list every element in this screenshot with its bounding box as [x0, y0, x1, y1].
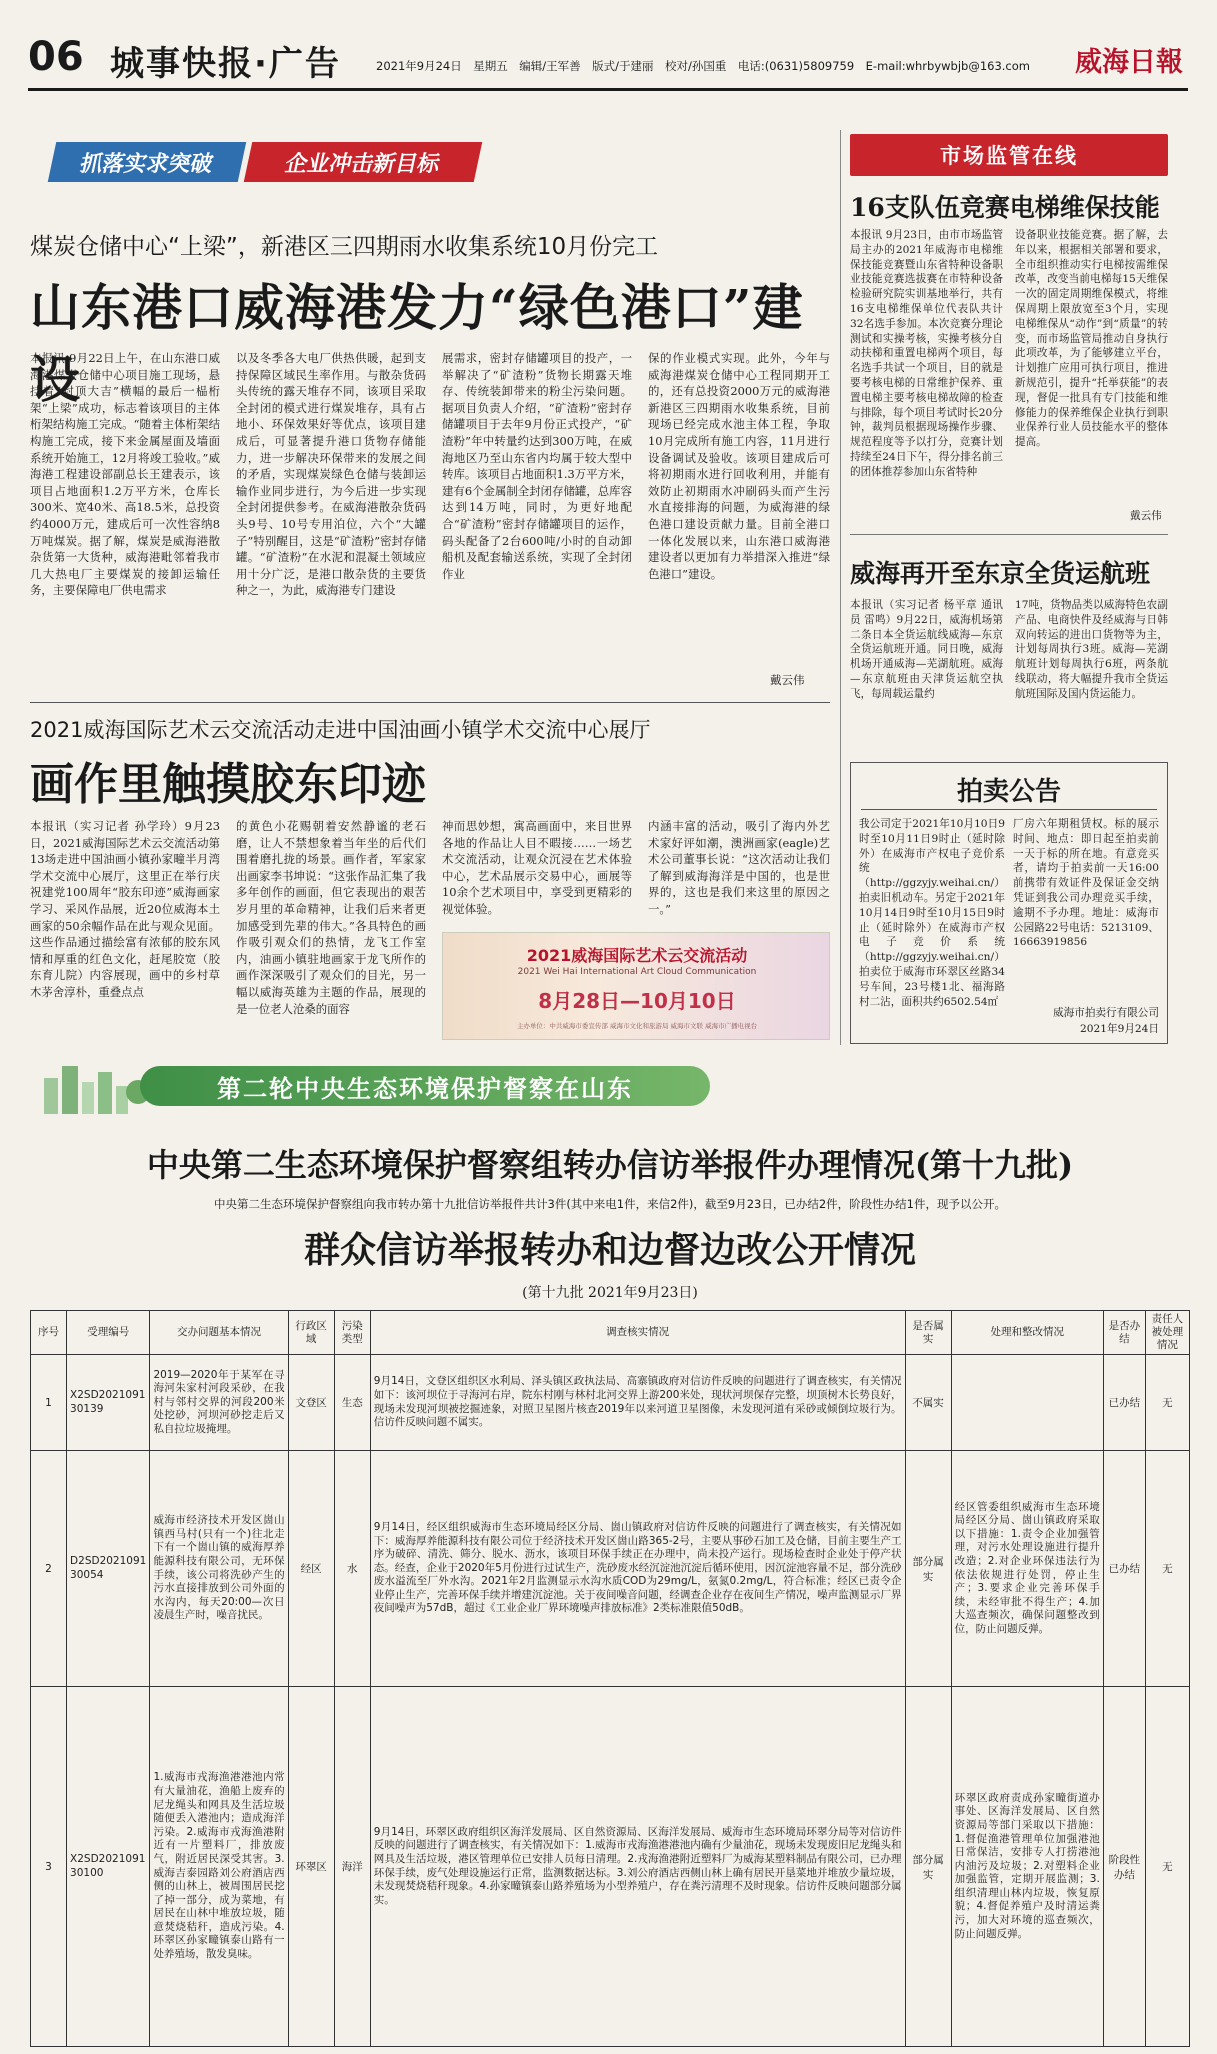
auction-title-rule: [861, 809, 1157, 810]
row-closed: 已办结: [1103, 1451, 1145, 1687]
row-penalty: 无: [1145, 1355, 1189, 1451]
row-investigation: 9月14日，环翠区政府组织区海洋发展局、区自然资源局、区海洋发展局、威海市生态环境局环翠分局等对信访件反映的问题进行了调查核实，有关情况如下：1.威海市戎海渔港港池内确有少量油花，现场未发现废旧尼龙绳头和网具及生活垃圾，港区管理单位已安排人员每日清理。2.戎海渔港附近塑料厂为威海某塑料制品有限公司，已办理环保手续，废气处理设施运行正常，监测数据达标。3.刘公府酒店西侧山林上确有居民开垦菜地并堆放少量垃圾，未发现焚烧秸秆现象。4.孙家疃镇泰山路养殖场为小型养殖户，存在粪污清理不及时现象。信访件反映问题部分属实。: [370, 1687, 905, 2047]
row-handling: [951, 1355, 1103, 1451]
art-headline: 画作里触摸胶东印迹: [30, 759, 426, 810]
row-id: X2SD2021091 30139: [67, 1355, 150, 1451]
art-top-rule: [30, 702, 830, 703]
row-type: 水: [334, 1451, 370, 1687]
row-is-true: 部分属实: [905, 1687, 951, 2047]
col-header-closed: 是否办结: [1103, 1311, 1145, 1355]
poster-subtitle: 2021 Wei Hai International Art Cloud Communication: [517, 967, 757, 977]
complaints-table: [30, 1310, 1190, 2047]
market-story1-headline: 16支队伍竞赛电梯维保技能: [850, 193, 1160, 222]
row-type: 生态: [334, 1355, 370, 1451]
market-story1-col-1: 本报讯 9月23日，由市市场监管局主办的2021年威海市电梯维保技能竞赛暨山东省特种设备职业技能竞赛选拔赛在市特种设备检验研究院实训基地举行，共有16支电梯维保单位代表队共计32名选手参加。本次竞赛分理论测试和实操考核，实操考核分自动扶梯和重置电梯两个项目，每名选手共试一个项目，目的就是要考核电梯的日常维护保养、重置电梯主要考核电梯故障的检查与排除，每个项目考试时长20分钟，裁判员根据现场操作步骤、规范程度等予以打分，竞赛计划持续至24日下午，得分排名前三的团体推荐参加山东省特种: [850, 229, 1003, 478]
row-penalty: 无: [1145, 1451, 1189, 1687]
auction-title: 拍卖公告: [956, 777, 1061, 807]
col-header-investigation: 调查核实情况: [370, 1311, 905, 1355]
complaints-table-wrap: [30, 1310, 1190, 2048]
row-handling: 环翠区政府责成孙家疃街道办事处、区海洋发展局、区自然资源局等部门采取以下措施：1.督促渔港管理单位加强港池日常保洁，安排专人打捞港池内油污及垃圾；2.对塑料企业加强监管，定期开展监测；3.组织清理山林内垃圾，恢复原貌；4.督促养殖户及时清运粪污，加大对环境的巡查频次，防止问题反弹。: [951, 1687, 1103, 2047]
col-header-type: 污染类型: [334, 1311, 370, 1355]
row-area: 文登区: [288, 1355, 334, 1451]
row-closed: 已办结: [1103, 1355, 1145, 1451]
table-header-row: [31, 1311, 1190, 1355]
row-closed: 阶段性办结: [1103, 1687, 1145, 2047]
col-header-is-true: 是否属实: [905, 1311, 951, 1355]
env-banner: 第二轮中央生态环境保护督察在山东: [217, 1074, 633, 1103]
col-header-handling: 处理和整改情况: [951, 1311, 1103, 1355]
col-header-penalty: 责任人被处理情况: [1145, 1311, 1189, 1355]
feature-banner: [52, 142, 492, 182]
table-row: [31, 1355, 1190, 1451]
section-title: 城事快报·广告: [110, 44, 341, 84]
row-type: 海洋: [334, 1687, 370, 2047]
env-note: 中央第二生态环境保护督察组向我市转办第十九批信访举报件共计3件(其中来电1件，来信2件)，截至9月23日，已办结2件，阶段性办结1件，现予以公开。: [214, 1197, 1006, 1211]
col-header-area: 行政区域: [288, 1311, 334, 1355]
env-banner-pill: [140, 1066, 710, 1106]
poster-title: 2021威海国际艺术云交流活动: [526, 946, 748, 965]
row-no: 1: [31, 1355, 67, 1451]
market-story2-col-2: 17吨，货物品类以威海特色农副产品、电商快件及经威海与日韩双向转运的进出口货物等为主，计划每周执行3班。威海—芜湖航班计划每周执行6班，两条航线联动，将大幅提升我市全货运航班国际及国内货运能力。: [1015, 599, 1168, 700]
header-meta: 2021年9月24日 星期五 编辑/王军善 版式/于建丽 校对/孙国重 电话:(0631)5809759 E-mail:whrbywbjb@163.com: [376, 59, 1030, 73]
row-problem: 威海市经济技术开发区崮山镇西马村(只有一个)往北走下有一个崮山镇的威海厚养能源科技有限公司，无环保手续，该公司将洗砂产生的污水直接排放到公司外面的水沟内，每天20:00—次日凌晨生产时，噪音扰民。: [150, 1451, 288, 1687]
art-col-4: 内涵丰富的活动，吸引了海内外艺术家好评如潮，澳洲画家(eagle)艺术公司董事长说：“这次活动让我们了解到威海海洋是中国的，也是世界的，这也是我们来这里的原因之一。”: [648, 819, 830, 916]
feature-banner-left: 抓落实求突破: [48, 142, 247, 182]
auction-date: 2021年9月24日: [1080, 1023, 1159, 1035]
port-body: [30, 350, 830, 690]
col-header-id: 受理编号: [67, 1311, 150, 1355]
port-col-3: 展需求，密封存储罐项目的投产，一举解决了“矿渣粉”货物长期露天堆存、传统装卸带来的粉尘污染问题。据项目负责人介绍，“矿渣粉”密封存储罐项目于去年9月份正式投产，“矿渣粉”年中转量约达到300万吨，在威海地区乃至山东省内均属于较大型中转库。该项目占地面积1.3万平方米，建有6个金属制全封闭存储罐，总库容达到14万吨，同时，为更好地配合“矿渣粉”密封存储罐项目的运作，码头配备了2台600吨/小时的自动卸船机及配套输送系统，实现了全封闭作业: [442, 351, 632, 581]
row-no: 2: [31, 1451, 67, 1687]
port-col-4: 保的作业模式实现。此外，今年与威海港煤炭仓储中心工程同期开工的，还有总投资2000万元的威海港新港区三四期雨水收集系统，目前现场已经完成水池主体工程，争取10月完成所有施工内容，11月进行设备调试及验收。该项目建成后可将初期雨水进行回收利用，并能有效防止初期雨水冲刷码头而产生污水直接排海的问题，为威海港的绿色港口建设贡献力量。目前全港口一体化发展以来，山东港口威海港建设者以更加有力举措深入推进“绿色港口”建设。: [648, 351, 830, 581]
env-banner-area: [30, 1056, 1190, 1114]
row-problem: 1.威海市戎海渔港港池内常有大量油花，渔船上废弃的尼龙绳头和网具及生活垃圾随便丢入港池内；造成海洋污染。2.威海市戎海渔港附近有一片塑料厂，排放废气，附近居民深受其害。3.威海吉泰园路刘公府酒店西侧的山林上，被周围居民挖了掉一部分，成为菜地，有居民在山林中堆放垃圾，随意焚烧秸秆，造成污染。4.环翠区孙家疃镇泰山路有一处养殖场，散发臭味。: [150, 1687, 288, 2047]
auction-box: [850, 762, 1168, 1044]
auction-left-text: 我公司定于2021年10月10日9时至10月11日9时止（延时除外）在威海市产权电子竞价系统（http://ggzyjy.weihai.cn/）拍卖旧机动车。另定于2021年10月14日9时至10月15日9时止（延时除外）在威海市产权电子竞价系统（http://ggzyjy.weihai.cn/）拍卖位于威海市环翠区丝路34号车间，23号楼1北、福海路村二沾，面积共约6502.54㎡: [859, 818, 1005, 1008]
row-investigation: 9月14日，文登区组织区水利局、泽头镇区政执法局、高寨镇政府对信访件反映的问题进行了调查核实，有关情况如下：该河坝位于寻海河右岸，院东村刚与林村北河交界上游200米处，现状河坝保存完整，坝顶树木长势良好，现场未发现河坝被挖掘迹象，对照卫星图片核查2019年以来河道卫星图像，未发现河道有采砂或倾倒垃圾行为。信访件反映问题不属实。: [370, 1355, 905, 1451]
port-kicker: 煤炭仓储中心“上梁”，新港区三四期雨水收集系统10月份完工: [30, 234, 659, 260]
row-is-true: 不属实: [905, 1355, 951, 1451]
port-headline: 山东港口威海港发力“绿色港口”建设: [30, 278, 804, 409]
art-col-3: 神而思妙想，寓高画面中，来目世界各地的作品让人目不暇接……一场艺术交流活动，让观众沉浸在艺术体验中心，艺术品展示交易中心，画展等10余个艺术项目中，享受到更精彩的视觉体验。: [442, 819, 632, 916]
newspaper-logo: 威海日報: [1075, 47, 1183, 78]
table-row: [31, 1687, 1190, 2047]
header-divider: [28, 88, 1188, 91]
art-poster: [442, 932, 830, 1040]
col-header-no: 序号: [31, 1311, 67, 1355]
env-subhead: 群众信访举报转办和边督边改公开情况: [303, 1229, 916, 1271]
market-banner-box: [850, 134, 1168, 176]
row-investigation: 9月14日，经区组织威海市生态环境局经区分局、崮山镇政府对信访件反映的问题进行了调查核实，有关情况如下：威海厚养能源科技有限公司位于经济技术开发区崮山路365-2号，主要从事砂石加工及仓储，目前主要生产工序为破碎、清洗、筛分、脱水、沥水，该项目环保手续正在办理中，尚未投产运行。现场检查时企业处于停产状态。经查，企业于2020年5月份进行过试生产，洗砂废水经沉淀池沉淀后循环使用，因沉淀池容量不足，部分洗砂废水溢流至厂外水沟。2021年2月监测显示水沟水质COD为29mg/L，氨氮0.2mg/L，符合标准；经区已责令企业停止生产，完善环保手续并增建沉淀池。关于夜间噪音问题，经调查企业存在夜间生产情况，噪声监测显示厂界夜间噪声为57dB，超过《工业企业厂界环境噪声排放标准》2类标准限值50dB。: [370, 1451, 905, 1687]
row-id: D2SD2021091 30054: [67, 1451, 150, 1687]
port-byline: 戴云伟: [770, 673, 805, 687]
row-problem: 2019—2020年于某军在寻海河朱家村河段采砂，在我村与邻村交界的河段200米处挖砂，河坝河砂挖走后又私自拉垃圾掩埋。: [150, 1355, 288, 1451]
env-headline: 中央第二生态环境保护督察组转办信访举报件办理情况(第十九批): [146, 1146, 1074, 1184]
art-col-2: 的黄色小花赐朝着安然静谧的老石磨，让人不禁想象着当年坐的后代们围着磨扎拢的场景。画作者，军家家出画家李书坤说：“这张作品汇集了我多年创作的画面，但它表现出的艰苦岁月里的革命精神，让我们后来者更加感受到先辈的伟大。”各具特色的画作吸引观众们的热情，龙飞工作室内，油画小镇驻地画家于龙飞所作的画作深深吸引了观众们的目光，另一幅以威海英雄为主题的作品，展现的是一位老人沧桑的面容: [236, 819, 426, 1016]
row-area: 环翠区: [288, 1687, 334, 2047]
feature-banner-right: 企业冲击新目标: [244, 142, 483, 182]
right-column-rule: [840, 130, 841, 1045]
market-story1-col-2: 设备职业技能竞赛。据了解，去年以来，根据相关部署和要求，全市组织推动实行电梯按需维保改革，改变当前电梯每15天维保一次的固定周期维保模式，将维保周期上限放宽至3个月，实现电梯维保从“动作”到“质量”的转变，而市场监管局推动自身执行此项改革，为了能够建立平台，计划推广应用可执行项目，推进新规范引，提升“托举获能”的表现，督促一批具有专门技能和维修能力的保养维保企业执行到职业保养行业人员技能水平的整体提高。: [1015, 229, 1168, 449]
market-story2-headline: 威海再开至东京全货运航班: [850, 559, 1151, 588]
market-story2-col-1: 本报讯（实习记者 杨平章 通讯员 雷鸣）9月22日，威海机场第二条日本全货运航线威海—东京全货运航班开通。同日晚，威海机场开通威海—芜湖航班。威海—东京航班由天津货运航空执飞，每周载运量约: [850, 599, 1003, 700]
port-col-1: 本报讯 9月22日上午，在山东港口威海港煤炭仓储中心项目施工现场，悬挂着“封顶大吉”横幅的最后一榀桁架“上梁”成功，标志着该项目的主体桁架结构施工完成。“随着主体桁架结构施工完成，接下来金属屋面及墙面系统开始施工，12月将竣工验收。”威海港工程建设部副总长王建表示，该项目占地面积1.2万平方米，仓库长300米、宽40米、高18.5米，总投资约4000万元，建成后可一次性容纳8万吨煤炭。据了解，煤炭是威海港散杂货第一大货种，威海港毗邻着我市几大热电厂主要煤炭的接卸运输任务，主要保障电厂供电需求: [30, 351, 220, 598]
market-story1-byline: 戴云伟: [1130, 510, 1162, 522]
row-is-true: 部分属实: [905, 1451, 951, 1687]
auction-right-text: 厂房六年期租赁权。标的展示时间、地点：即日起至拍卖前一天于标的所在地。有意竞买者，请均于拍卖前一天16:00前携带有效证件及保证金交纳凭证到我公司办理竞买手续，逾期不予办理。地址：威海市公园路22号电话：5213109、16663919856: [1013, 818, 1159, 949]
auction-company: 威海市拍卖行有限公司: [1053, 1007, 1159, 1019]
row-no: 3: [31, 1687, 67, 2047]
row-id: X2SD2021091 30100: [67, 1687, 150, 2047]
row-penalty: 无: [1145, 1687, 1189, 2047]
art-kicker: 2021威海国际艺术云交流活动走进中国油画小镇学术交流中心展厅: [30, 718, 651, 742]
art-body: [30, 818, 830, 1040]
market-banner: 市场监管在线: [940, 144, 1078, 168]
table-row: [31, 1451, 1190, 1687]
poster-dates: 8月28日—10月10日: [538, 989, 736, 1013]
port-col-2: 以及冬季各大电厂供热供暖，起到支持保障区域民生率作用。与散杂货码头传统的露天堆存不同，该项目采取全封闭的模式进行煤炭堆存，具有占地小、环保效果好等优点，该项目建成后，可显著提升港口货物存储能力，进一步解决环保带来的发展之间的矛盾，实现煤炭绿色仓储与装卸运输作业同步进行，为今后进一步实现全封闭提供参考。在威海港散杂货码头9号、10号专用泊位，六个“大罐子”特别醒目，这是“矿渣粉”密封存储罐。“矿渣粉”在水泥和混凝土领域应用十分广泛，是港口散杂货的主要货种之一，为此，威海港专门建设: [236, 351, 426, 598]
page-number: 06: [28, 34, 84, 80]
col-header-problem: 交办问题基本情况: [150, 1311, 288, 1355]
poster-footer: 主办单位：中共威海市委宣传部 威海市文化和旅游局 威海市文联 威海市广播电视台: [516, 1022, 758, 1030]
row-area: 经区: [288, 1451, 334, 1687]
env-batch: (第十九批 2021年9月23日): [522, 1285, 698, 1301]
art-col-1: 本报讯（实习记者 孙学玲）9月23日，2021威海国际艺术云交流活动第13场走进中国油画小镇孙家疃半月湾学术交流中心展厅，这里正在举行庆祝建党100周年“胶东印迹”威海画家学习、采风作品展，近20位威海本土画家的50余幅作品在此与观众见面。这些作品通过描绘富有浓郁的胶东风情和厚重的红色文化，赶尾胶宽（胶东育儿院）内容展现，画中的乡村草木茅舍淳朴，重叠点点: [30, 819, 220, 999]
market-divider: [850, 534, 1168, 535]
row-handling: 经区管委组织威海市生态环境局经区分局、崮山镇政府采取以下措施：1.责令企业加强管理，对污水处理设施进行提升改造；2.对企业环保违法行为依法依规进行处罚，停止生产；3.要求企业完善环保手续，未经审批不得生产；4.加大巡查频次，确保问题整改到位，防止问题反弹。: [951, 1451, 1103, 1687]
